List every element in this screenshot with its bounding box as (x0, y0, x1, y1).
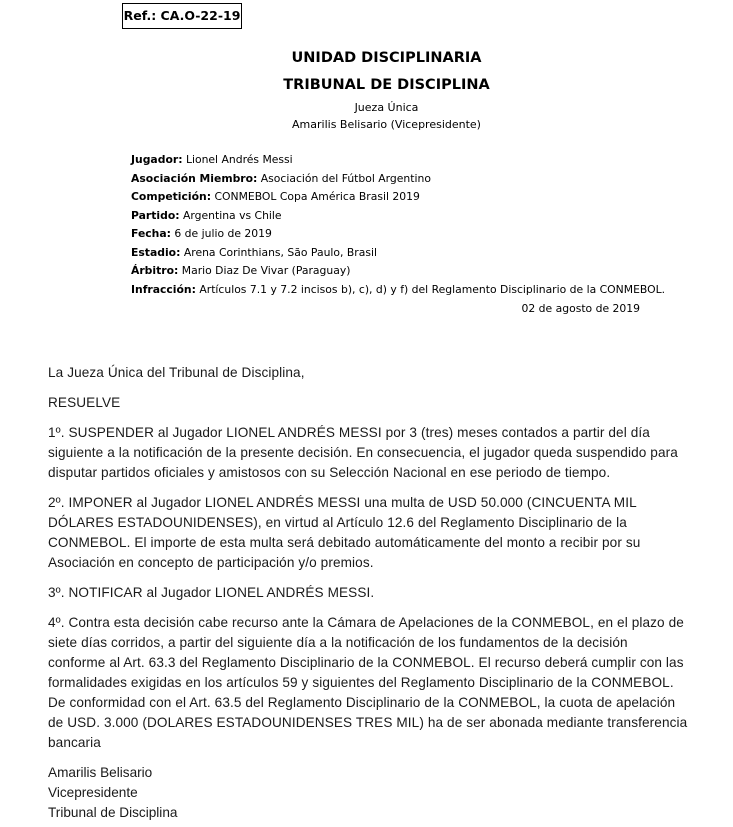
document-date: 02 de agosto de 2019 (521, 302, 640, 315)
detail-partido (131, 207, 665, 226)
detail-asociacion (131, 170, 665, 189)
title-tribunal: TRIBUNAL DE DISCIPLINA (283, 77, 490, 93)
detail-value: CONMEBOL Copa América Brasil 2019 (211, 190, 420, 203)
intro-text: La Jueza Única del Tribunal de Disciplina, (48, 365, 305, 380)
detail-fecha (131, 225, 665, 244)
detail-label: Fecha: (131, 227, 171, 240)
detail-value: Argentina vs Chile (179, 208, 282, 222)
detail-label: Infracción: (131, 282, 196, 296)
detail-value: 6 de julio de 2019 (170, 227, 272, 240)
detail-label: Partido: (131, 208, 180, 222)
resolution-item-2: 2º. IMPONER al Jugador LIONEL ANDRÉS MESSI una multa de USD 50.000 (CINCUENTA MIL DÓLARES ESTADOUNIDENSES), en virtud al Artículo 12.6 del Reglamento Disciplinario de la CONMEBOL. El importe de esta multa será debitado automáticamente del monto a recibir por su Asociación en concepto de participación y/o premios. (48, 495, 641, 570)
detail-label: Jugador: (131, 153, 183, 166)
signature-title: Vicepresidente (48, 785, 138, 800)
detail-competicion (131, 188, 665, 207)
signature-block (48, 763, 177, 823)
resolution-body (48, 363, 688, 753)
detail-value: Artículos 7.1 y 7.2 incisos b), c), d) y f) del Reglamento Disciplinario de la CONMEBOL. (195, 282, 666, 296)
detail-jugador (131, 151, 665, 170)
judge-name: Amarilis Belisario (Vicepresidente) (292, 118, 481, 131)
resolution-item-3: 3º. NOTIFICAR al Jugador LIONEL ANDRÉS MESSI. (48, 585, 375, 600)
detail-label: Árbitro: (131, 264, 179, 277)
resuelve-heading: RESUELVE (48, 395, 121, 410)
detail-label: Competición: (131, 190, 212, 203)
reference-box: Ref.: CA.O-22-19 (122, 3, 242, 29)
detail-value: Lionel Andrés Messi (182, 153, 293, 166)
resolution-item-4: 4º. Contra esta decisión cabe recurso ante la Cámara de Apelaciones de la CONMEBOL, en el plazo de siete días corridos, a partir del siguiente día a la notificación de los fundamentos de la decisión conforme al Art. 63.3 del Reglamento Disciplinario de la CONMEBOL. El recurso deberá cumplir con las formalidades exigidas en los artículos 59 y siguientes del Reglamento Disciplinario de la CONMEBOL. De conformidad con el Art. 63.5 del Reglamento Disciplinario de la CONMEBOL, la cuota de apelación de USD. 3.000 (DOLARES ESTADOUNIDENSES TRES MIL) ha de ser abonada mediante transferencia bancaria (48, 615, 688, 750)
detail-value: Arena Corinthians, São Paulo, Brasil (180, 245, 377, 259)
resolution-item-1: 1º. SUSPENDER al Jugador LIONEL ANDRÉS MESSI por 3 (tres) meses contados a partir del día siguiente a la notificación de la presente decisión. En consecuencia, el jugador queda suspendido para disputar partidos oficiales y amistosos con su Selección Nacional en ese periodo de tiempo. (48, 425, 678, 480)
detail-value: Mario Diaz De Vivar (Paraguay) (178, 264, 351, 277)
case-details (131, 151, 665, 299)
detail-infraccion (131, 281, 665, 300)
detail-estadio (131, 244, 665, 263)
detail-label: Asociación Miembro: (131, 171, 258, 185)
signature-name: Amarilis Belisario (48, 765, 153, 780)
detail-arbitro (131, 262, 665, 281)
signature-body: Tribunal de Disciplina (48, 805, 178, 820)
detail-label: Estadio: (131, 245, 181, 259)
title-unidad: UNIDAD DISCIPLINARIA (291, 50, 482, 66)
judge-role: Jueza Única (354, 101, 419, 114)
detail-value: Asociación del Fútbol Argentino (257, 171, 431, 185)
